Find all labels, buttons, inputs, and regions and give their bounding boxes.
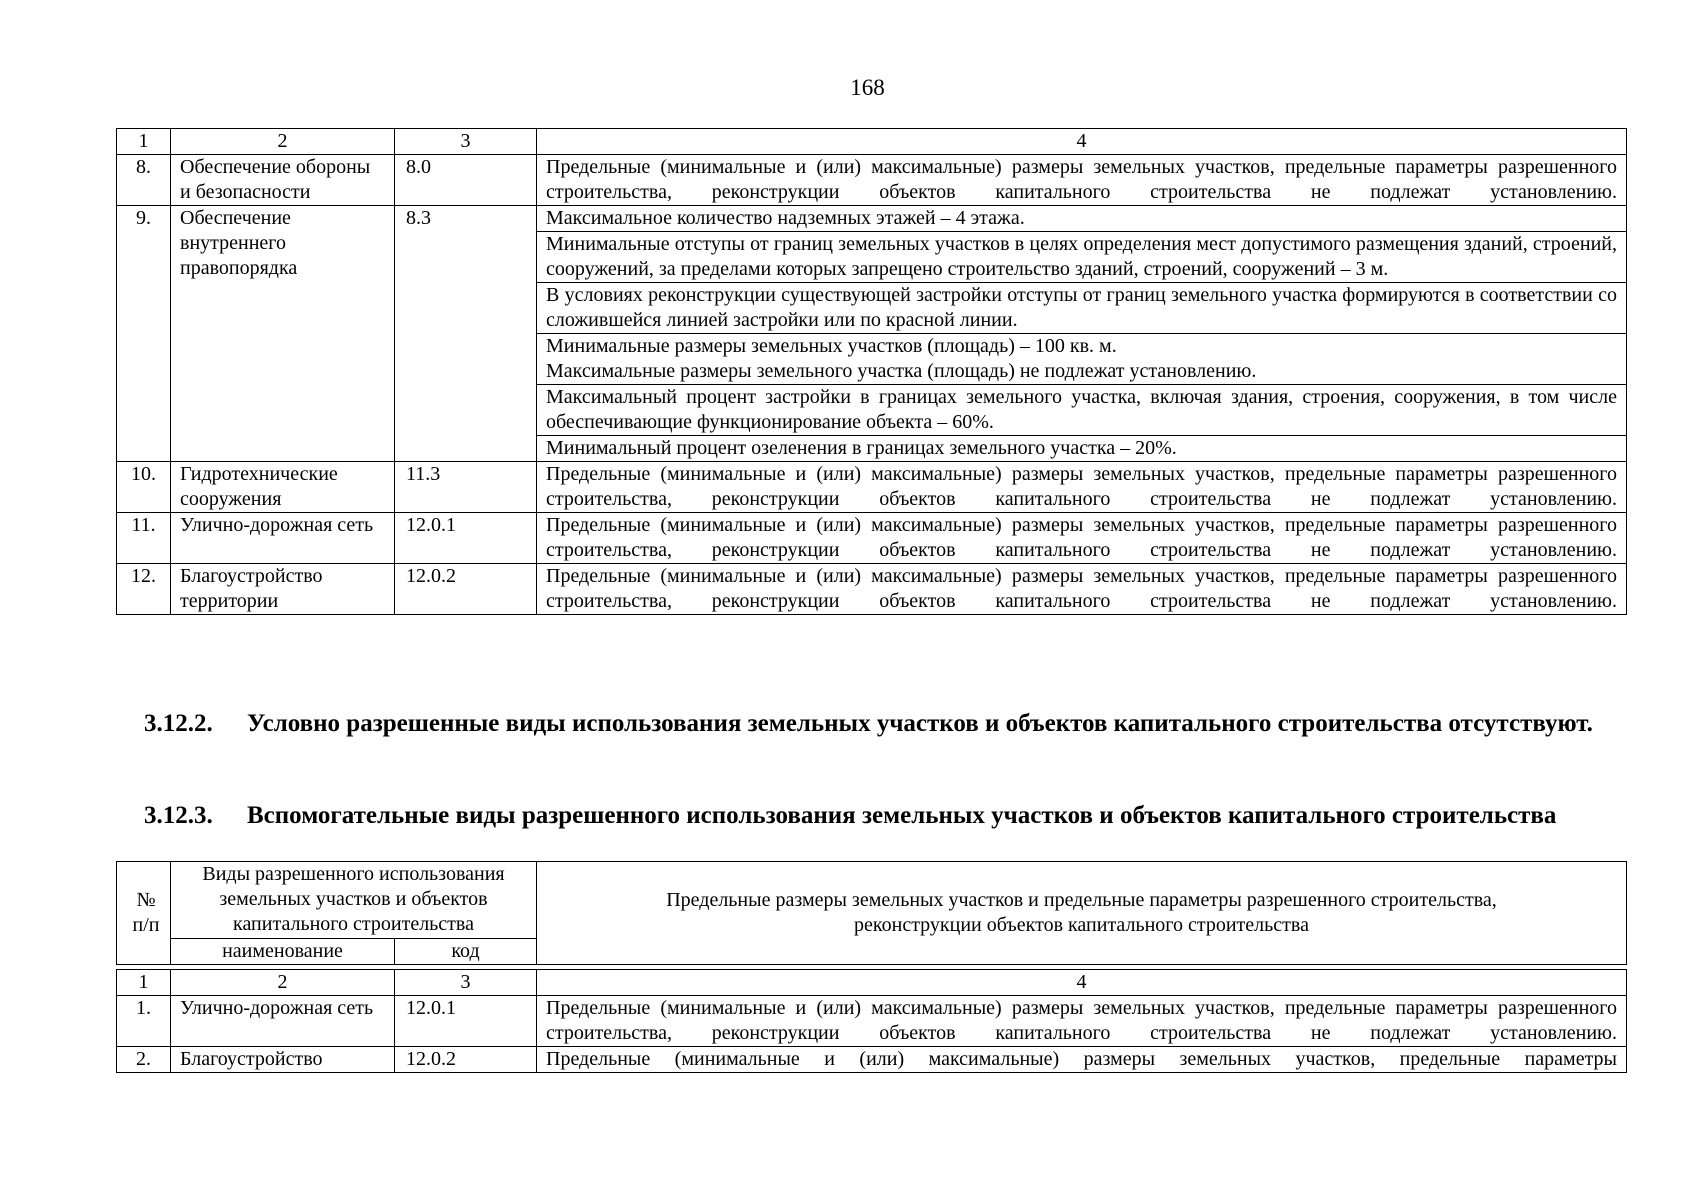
row-number: 9. [117,206,171,462]
use-code: 11.3 [395,462,537,513]
section-title: Условно разрешенные виды использования земельных участков и объектов капитального строительства отсутствуют. [247,710,1593,737]
use-name: Благоустройство [171,1047,395,1073]
auxiliary-uses-table-header [116,861,1627,965]
auxiliary-uses-table [116,969,1627,1073]
row-number: 2. [117,1047,171,1073]
row-number: 1. [117,996,171,1047]
use-name: Улично-дорожная сеть [171,513,395,564]
use-name: Обеспечение внутреннего правопорядка [171,206,395,462]
header-parameters [537,862,1627,965]
section-heading-3-12-2 [144,708,1626,740]
use-code: 8.0 [395,155,537,206]
table-row [117,564,1627,615]
section-number: 3.12.2. [144,710,213,737]
column-number-row [117,129,1627,155]
row-number: 12. [117,564,171,615]
row-number: 11. [117,513,171,564]
use-parameters: Предельные (минимальные и (или) максимальные) размеры земельных участков, предельные параметры [537,1047,1627,1073]
use-parameter: Максимальный процент застройки в границах земельного участка, включая здания, строения, сооружения, в том числе обеспечивающие функционирование объекта – 60%. [537,385,1627,436]
use-parameters: Предельные (минимальные и (или) максимальные) размеры земельных участков, предельные параметры разрешенного строительства, реконструкции объектов капитального строительства не подлежат установлению. [537,513,1627,564]
section-number: 3.12.3. [144,802,213,829]
table-row [117,513,1627,564]
table-row [117,1047,1627,1073]
use-parameter: Минимальные отступы от границ земельных участков в целях определения мест допустимого размещения зданий, строений, сооружений, за пределами которых запрещено строительство зданий, строений, сооружений – 3 м. [537,232,1627,283]
table-row [117,155,1627,206]
table-row [117,462,1627,513]
table-row [117,206,1627,232]
use-code: 8.3 [395,206,537,462]
use-name: Обеспечение обороны и безопасности [171,155,395,206]
use-name: Гидротехнические сооружения [171,462,395,513]
use-code: 12.0.2 [395,564,537,615]
column-number: 3 [395,129,537,155]
use-name: Благоустройство территории [171,564,395,615]
column-number: 2 [171,970,395,996]
permitted-uses-table [116,128,1627,615]
column-number-row [117,970,1627,996]
use-parameters: Предельные (минимальные и (или) максимальные) размеры земельных участков, предельные параметры разрешенного строительства, реконструкции объектов капитального строительства не подлежат установлению. [537,564,1627,615]
use-parameter: Максимальные размеры земельного участка (площадь) не подлежат установлению. [546,360,1257,382]
use-code: 12.0.2 [395,1047,537,1073]
use-parameters: Предельные (минимальные и (или) максимальные) размеры земельных участков, предельные параметры разрешенного строительства, реконструкции объектов капитального строительства не подлежат установлению. [537,996,1627,1047]
header-number [117,862,171,965]
use-parameters: Предельные (минимальные и (или) максимальные) размеры земельных участков, предельные параметры разрешенного строительства, реконструкции объектов капитального строительства не подлежат установлению. [537,462,1627,513]
row-number: 8. [117,155,171,206]
header-row [117,862,1627,939]
column-number: 1 [117,129,171,155]
header-parameters-label: Предельные размеры земельных участков и предельные параметры разрешенного строительства, реконструкции объектов капитального строительства [666,889,1497,936]
use-parameter: В условиях реконструкции существующей застройки отступы от границ земельного участка формируются в соответствии со сложившейся линией застройки или по красной линии. [537,283,1627,334]
use-name: Улично-дорожная сеть [171,996,395,1047]
row-number: 10. [117,462,171,513]
header-code: код [395,939,537,965]
header-use-types: Виды разрешенного использования земельных участков и объектов капитального строительства [171,862,537,939]
column-number: 2 [171,129,395,155]
use-code: 12.0.1 [395,996,537,1047]
column-number: 4 [537,129,1627,155]
use-parameter-area [537,334,1627,385]
use-code: 12.0.1 [395,513,537,564]
column-number: 3 [395,970,537,996]
section-heading-3-12-3 [144,800,1626,832]
page-number: 168 [850,75,885,100]
header-number-label: № п/п [132,889,160,936]
table-row [117,996,1627,1047]
header-name: наименование [171,939,395,965]
use-parameter: Минимальный процент озеленения в границах земельного участка – 20%. [537,436,1627,462]
column-number: 4 [537,970,1627,996]
column-number: 1 [117,970,171,996]
use-parameter: Максимальное количество надземных этажей – 4 этажа. [537,206,1627,232]
use-parameter: Минимальные размеры земельных участков (площадь) – 100 кв. м. [546,335,1117,357]
section-title: Вспомогательные виды разрешенного использования земельных участков и объектов капитального строительства [247,802,1557,829]
use-parameters: Предельные (минимальные и (или) максимальные) размеры земельных участков, предельные параметры разрешенного строительства, реконструкции объектов капитального строительства не подлежат установлению. [537,155,1627,206]
